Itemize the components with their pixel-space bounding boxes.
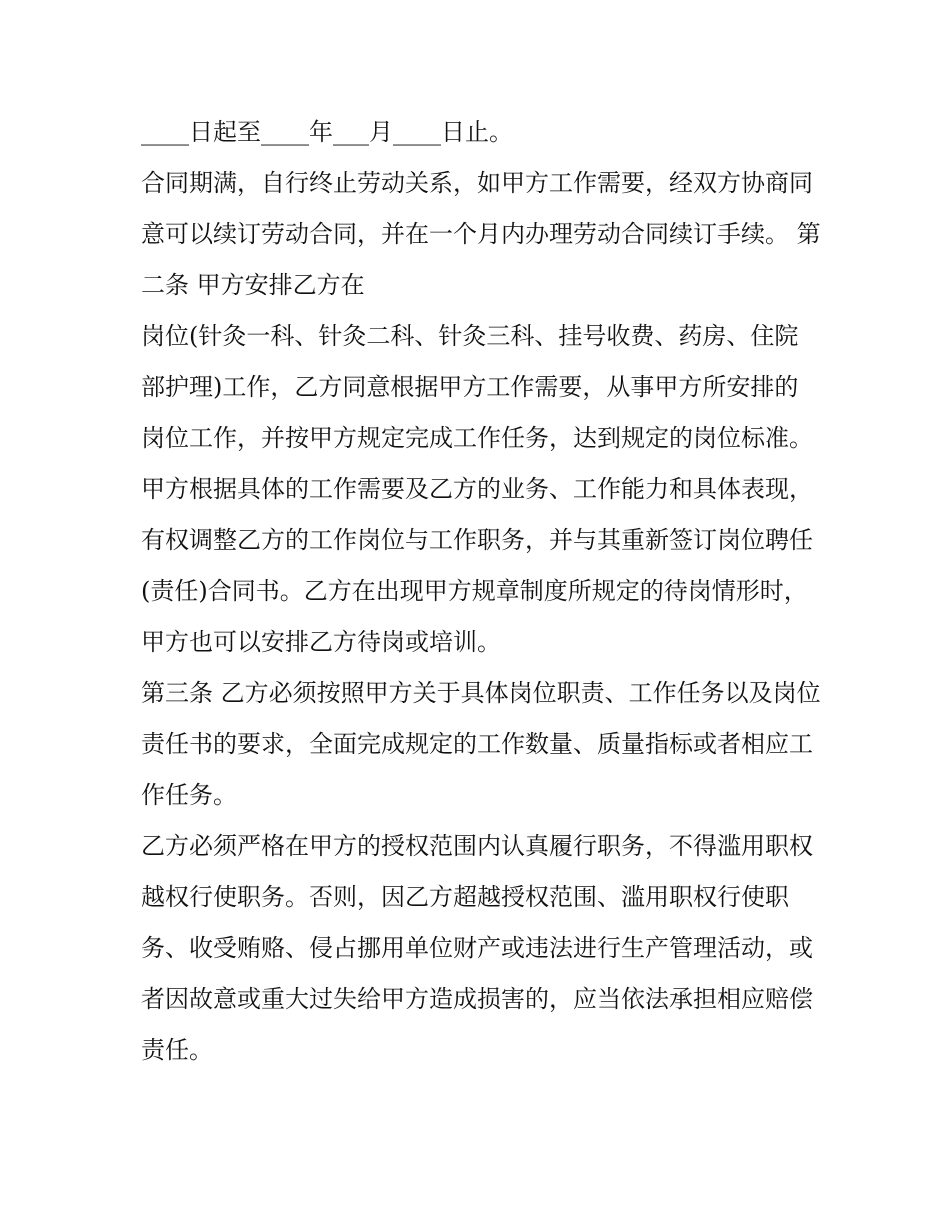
paragraph-position-adjustment: 甲方根据具体的工作需要及乙方的业务、工作能力和具体表现，有权调整乙方的工作岗位与工作职务，并与其重新签订岗位聘任(责任)合同书。乙方在出现甲方规章制度所规定的待岗情形时，甲方也可以安排乙方待岗或培训。 xyxy=(141,475,813,656)
document-body xyxy=(141,107,821,1076)
paragraph-contract-renewal: 合同期满，自行终止劳动关系，如甲方工作需要，经双方协商同意可以续订劳动合同，并在一个月内办理劳动合同续订手续。 第二条 甲方安排乙方在 xyxy=(141,169,821,299)
paragraph-article-three: 第三条 乙方必须按照甲方关于具体岗位职责、工作任务以及岗位责任书的要求，全面完成规定的工作数量、质量指标或者相应工作任务。 xyxy=(141,679,821,809)
paragraph-duty-liability: 乙方必须严格在甲方的授权范围内认真履行职务，不得滥用职权越权行使职务。否则，因乙方超越授权范围、滥用职权行使职务、收受贿赂、侵占挪用单位财产或违法进行生产管理活动，或者因故意或重大过失给甲方造成损害的，应当依法承担相应赔偿责任。 xyxy=(141,832,813,1064)
paragraph-position-assignment: 岗位(针灸一科、针灸二科、针灸三科、挂号收费、药房、住院部护理)工作，乙方同意根据甲方工作需要，从事甲方所安排的岗位工作，并按甲方规定完成工作任务，达到规定的岗位标准。 xyxy=(141,322,813,452)
paragraph-contract-end-date: ____日起至____年___月____日止。 xyxy=(141,118,513,146)
